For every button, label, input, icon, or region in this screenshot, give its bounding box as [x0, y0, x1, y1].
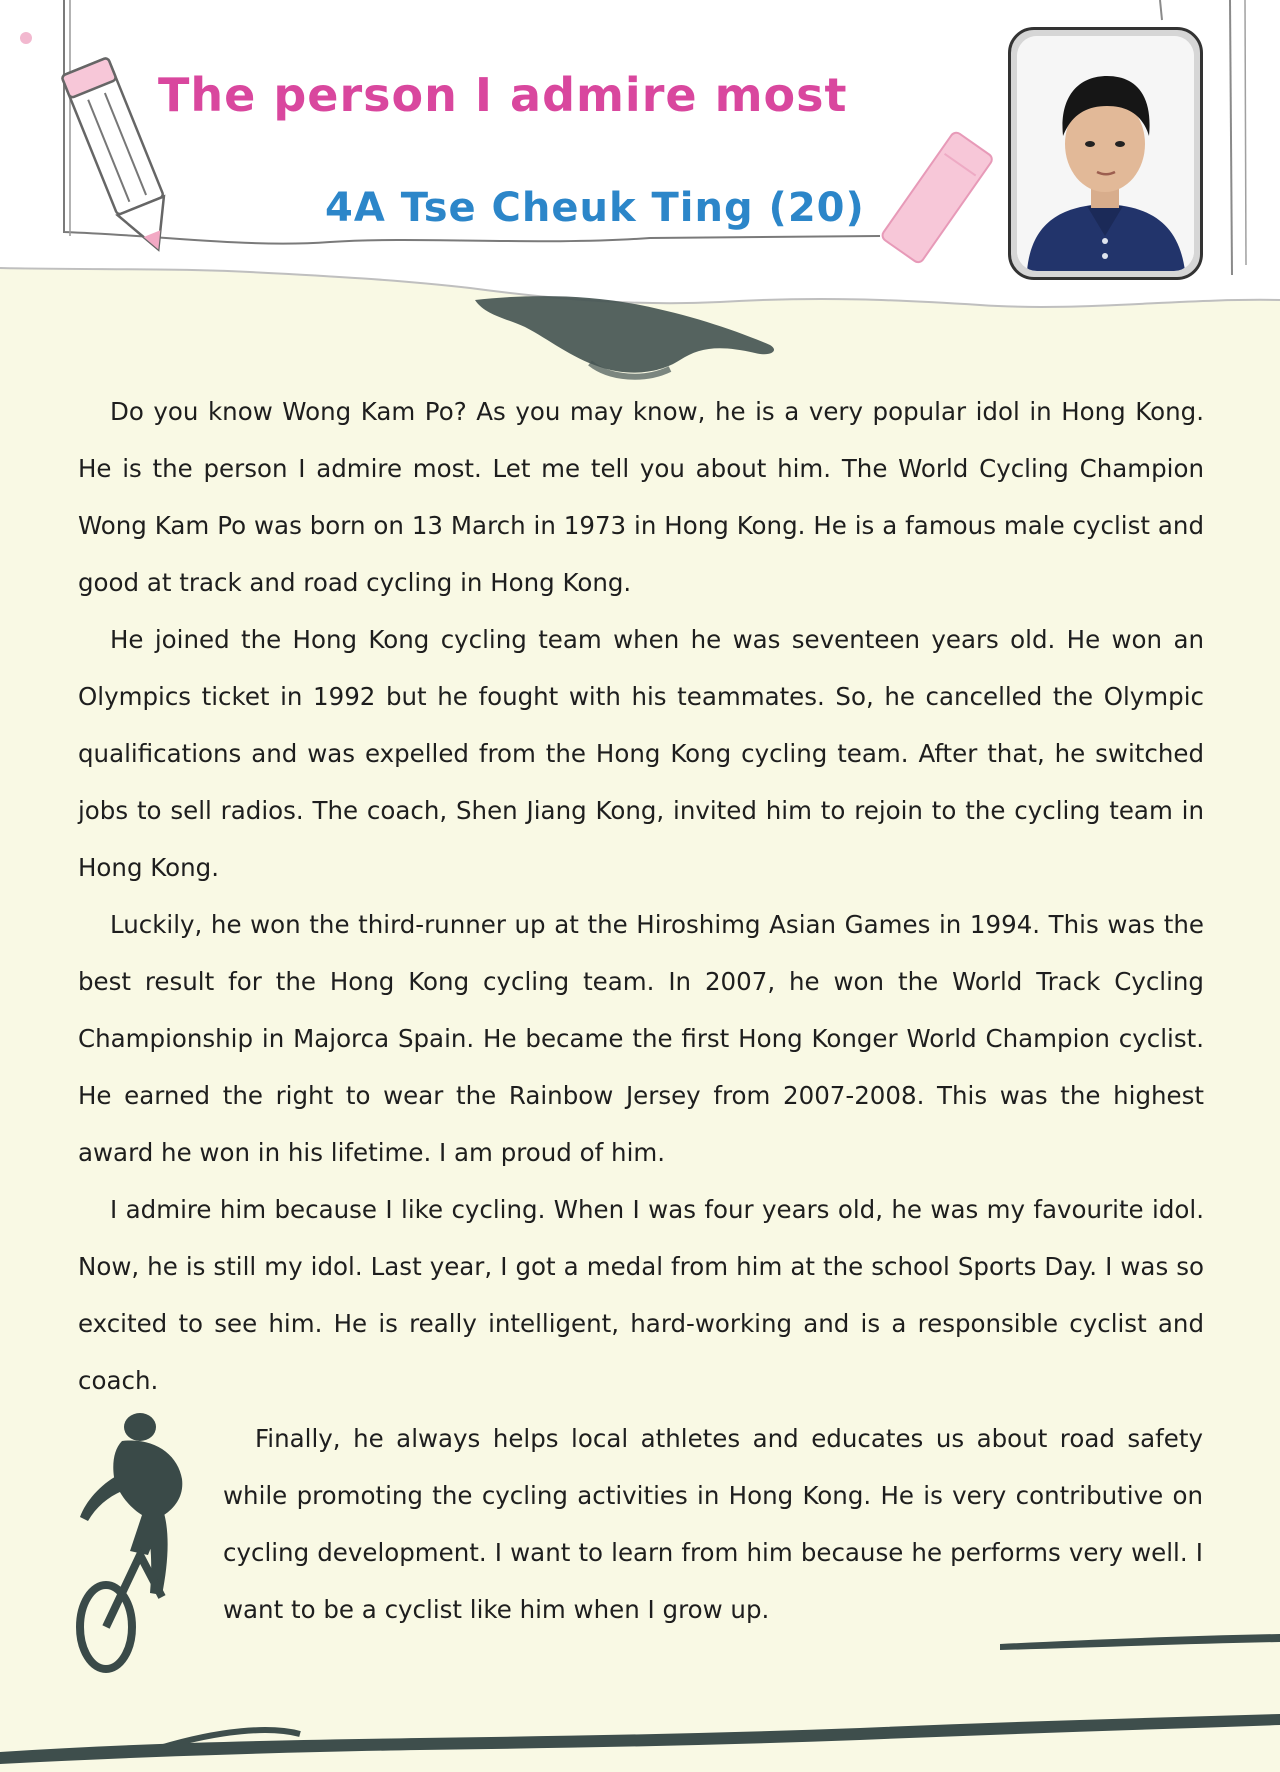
page-title: The person I admire most — [158, 68, 848, 122]
essay-paragraph-1: Do you know Wong Kam Po? As you may know, he is a very popular idol in Hong Kong. He is the person I admire most. Let me tell you about him. The World Cycling Champion Wong Kam Po was born on 13 March in 1973 in Hong Kong. He is a famous male cyclist and good at track and road cycling in Hong Kong. — [78, 397, 1204, 597]
student-photo — [1017, 36, 1194, 271]
essay-paragraph-3: Luckily, he won the third-runner up at the Hiroshimg Asian Games in 1994. This was the best result for the Hong Kong cycling team. In 2007, he won the World Track Cycling Championship in Majorca Spain. He became the first Hong Konger World Champion cyclist. He earned the right to wear the Rainbow Jersey from 2007-2008. This was the highest award he won in his lifetime. I am proud of him. — [78, 910, 1204, 1167]
ink-splash — [470, 285, 790, 385]
student-portrait-icon — [1017, 36, 1194, 271]
essay-body — [78, 383, 1204, 1409]
bottom-ink-stroke — [0, 1630, 1280, 1772]
eraser-icon — [868, 128, 1008, 268]
essay-paragraph-5: Finally, he always helps local athletes and educates us about road safety while promoting the cycling activities in Hong Kong. He is very contributive on cycling development. I want to learn from him because he performs very well. I want to be a cyclist like him when I grow up. — [223, 1424, 1203, 1624]
essay-paragraph-4: I admire him because I like cycling. When I was four years old, he was my favourite idol. Now, he is still my idol. Last year, I got a medal from him at the school Sports Day. I was so excited to see him. He is really intelligent, hard-working and is a responsible cyclist and coach. — [78, 1195, 1204, 1395]
essay-paragraph-2: He joined the Hong Kong cycling team when he was seventeen years old. He won an Olympics ticket in 1992 but he fought with his teammates. So, he cancelled the Olympic qualifications and was expelled from the Hong Kong cycling team. After that, he switched jobs to sell radios. The coach, Shen Jiang Kong, invited him to rejoin to the cycling team in Hong Kong. — [78, 625, 1204, 882]
author-name: 4A Tse Cheuk Ting (20) — [325, 185, 865, 231]
student-photo-frame — [1008, 27, 1203, 280]
